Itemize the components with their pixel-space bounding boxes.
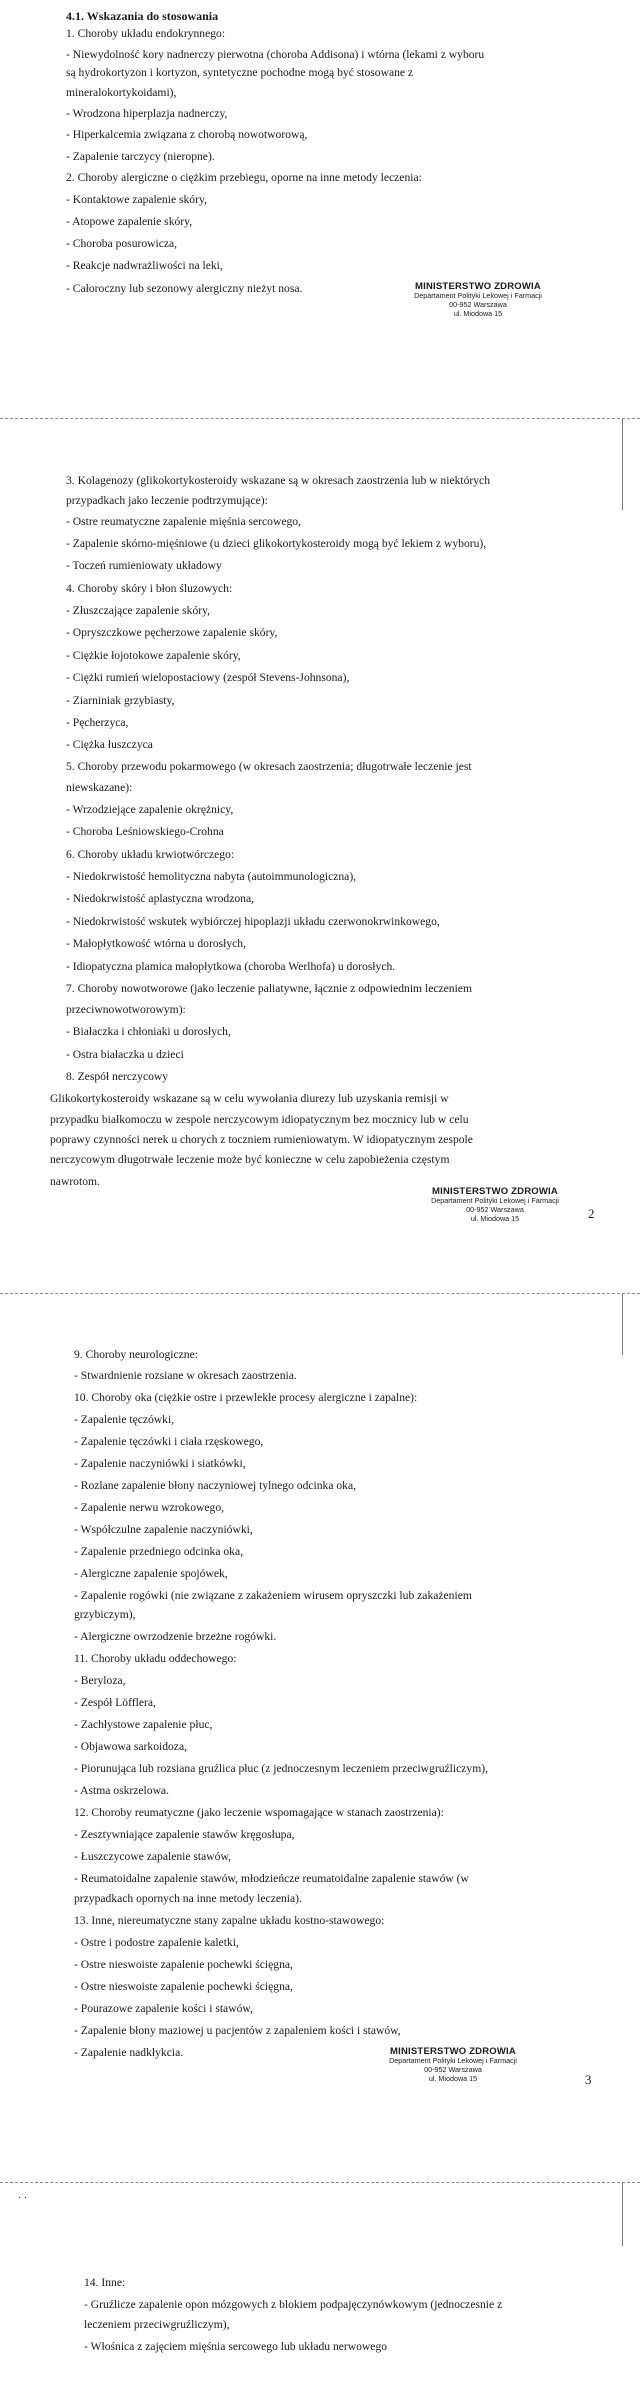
text-line: - Wrodzona hiperplazja nadnerczy, [66, 107, 228, 120]
text-line: 3. Kolagenozy (glikokortykosteroidy wskazane są w okresach zaostrzenia lub w niektórych [66, 474, 491, 487]
text-line: - Ostre reumatyczne zapalenie mięśnia sercowego, [66, 515, 301, 528]
page-separator [0, 418, 640, 419]
text-line: - Zachłystowe zapalenie płuc, [74, 1718, 213, 1731]
text-line: - Piorunująca lub rozsiana gruźlica płuc (z jednoczesnym leczeniem przeciwgruźliczym), [74, 1762, 488, 1775]
text-line: - Całoroczny lub sezonowy alergiczny nieżyt nosa. [66, 282, 303, 295]
scan-mark: · · [18, 2193, 28, 2204]
text-line: - Białaczka i chłoniaki u dorosłych, [66, 1025, 231, 1038]
text-line: poprawy czynności nerek u chorych z toczniem rumieniowatym. W idiopatycznym zespole [50, 1133, 473, 1146]
page-number: 3 [585, 2072, 592, 2087]
text-line: - Włośnica z zajęciem mięśnia sercowego lub układu nerwowego [84, 2340, 388, 2353]
page-separator [0, 1293, 640, 1294]
text-line: - Choroba Leśniowskiego-Crohna [66, 825, 224, 838]
text-line: - Ciężki rumień wielopostaciowy (zespół Stevens-Johnsona), [66, 671, 350, 684]
section-heading: 4.1. Wskazania do stosowania [66, 9, 219, 23]
text-line: - Zapalenie tęczówki, [74, 1413, 175, 1426]
text-line: - Zespół Löfflera, [74, 1696, 156, 1709]
text-line: - Idiopatyczna plamica małopłytkowa (choroba Werlhofa) u dorosłych. [66, 960, 396, 973]
text-line: 4. Choroby skóry i błon śluzowych: [66, 582, 233, 595]
text-line: nawrotom. [50, 1175, 100, 1188]
text-line: - Stwardnienie rozsiane w okresach zaostrzenia. [74, 1369, 297, 1382]
text-line: - Pourazowe zapalenie kości i stawów, [74, 2002, 253, 2015]
text-line: - Pęcherzyca, [66, 716, 129, 729]
text-line: - Alergiczne owrzodzenie brzeżne rogówki. [74, 1630, 277, 1643]
text-line: 1. Choroby układu endokrynnego: [66, 27, 226, 40]
text-line: niewskazane): [66, 781, 133, 794]
text-line: 14. Inne: [84, 2276, 126, 2289]
page-number: 2 [588, 1206, 595, 1221]
text-line: - Ostre i podostre zapalenie kaletki, [74, 1936, 239, 1949]
text-line: 13. Inne, niereumatyczne stany zapalne układu kostno-stawowego: [74, 1914, 385, 1927]
text-line: - Zapalenie tęczówki i ciała rzęskowego, [74, 1435, 264, 1448]
text-line: - Zesztywniające zapalenie stawów kręgosłupa, [74, 1828, 295, 1841]
text-line: są hydrokortyzon i kortyzon, syntetyczne pochodne mogą być stosowane z [66, 66, 414, 79]
text-line: - Choroba posurowicza, [66, 237, 178, 250]
text-line: 11. Choroby układu oddechowego: [74, 1652, 237, 1665]
page-edge [622, 1293, 623, 1355]
text-line: mineralokortykoidami), [66, 86, 177, 99]
ministry-stamp: MINISTERSTWO ZDROWIA Departament Polityki Lekowej i Farmacji 00-952 Warszawa ul. Miodowa 15 [414, 281, 542, 318]
text-line: - Zapalenie nadkłykcia. [74, 2046, 184, 2059]
text-line: - Współczulne zapalenie naczyniówki, [74, 1523, 253, 1536]
text-line: przypadku białkomoczu w zespole nerczycowym idiopatycznym bez mocznicy lub w celu [50, 1113, 469, 1126]
text-line: 9. Choroby neurologiczne: [74, 1348, 198, 1361]
text-line: - Beryloza, [74, 1674, 126, 1687]
text-line: - Ostre nieswoiste zapalenie pochewki ścięgna, [74, 1980, 293, 1993]
text-line: - Zapalenie rogówki (nie związane z zakażeniem wirusem opryszczki lub zakażeniem [74, 1589, 472, 1602]
text-line: - Niewydolność kory nadnerczy pierwotna (choroba Addisona) i wtórna (lekami z wyboru [66, 48, 485, 61]
text-line: 6. Choroby układu krwiotwórczego: [66, 848, 235, 861]
text-line: - Wrzodziejące zapalenie okrężnicy, [66, 803, 234, 816]
text-line: nerczycowym długotrwałe leczenie może być konieczne w celu zapobieżenia częstym [50, 1153, 450, 1166]
text-line: - Objawowa sarkoidoza, [74, 1740, 187, 1753]
text-line: - Złuszczające zapalenie skóry, [66, 604, 211, 617]
text-line: leczeniem przeciwgruźliczym), [84, 2318, 230, 2331]
text-line: 2. Choroby alergiczne o ciężkim przebiegu, oporne na inne metody leczenia: [66, 171, 422, 184]
text-line: - Małopłytkowość wtórna u dorosłych, [66, 937, 246, 950]
text-line: przeciwnowotworowym): [66, 1003, 186, 1016]
text-line: - Ostre nieswoiste zapalenie pochewki ścięgna, [74, 1958, 293, 1971]
text-line: - Niedokrwistość hemolityczna nabyta (autoimmunologiczna), [66, 870, 357, 883]
text-line: - Ciężka łuszczyca [66, 738, 153, 751]
text-line: - Ostra białaczka u dzieci [66, 1048, 184, 1061]
ministry-stamp: MINISTERSTWO ZDROWIA Departament Polityki Lekowej i Farmacji 00-952 Warszawa ul. Miodowa 15 [389, 2046, 517, 2083]
text-line: - Zapalenie tarczycy (nieropne). [66, 150, 215, 163]
text-line: 10. Choroby oka (ciężkie ostre i przewlekłe procesy alergiczne i zapalne): [74, 1391, 418, 1404]
text-line: 5. Choroby przewodu pokarmowego (w okresach zaostrzenia; długotrwałe leczenie jest [66, 760, 472, 773]
ministry-stamp: MINISTERSTWO ZDROWIA Departament Polityki Lekowej i Farmacji 00-952 Warszawa ul. Miodowa 15 [431, 1186, 559, 1223]
text-line: 12. Choroby reumatyczne (jako leczenie wspomagające w stanach zaostrzenia): [74, 1806, 444, 1819]
text-line: przypadkach jako leczenie podtrzymujące): [66, 494, 268, 507]
page-separator [0, 2182, 640, 2183]
text-line: - Rozlane zapalenie błony naczyniowej tylnego odcinka oka, [74, 1479, 357, 1492]
text-line: Glikokortykosteroidy wskazane są w celu wywołania diurezy lub uzyskania remisji w [50, 1092, 449, 1105]
page-edge [622, 2182, 623, 2246]
text-line: - Reumatoidalne zapalenie stawów, młodzieńcze reumatoidalne zapalenie stawów (w [74, 1872, 469, 1885]
text-line: - Łuszczycowe zapalenie stawów, [74, 1850, 231, 1863]
text-line: - Zapalenie skórno-mięśniowe (u dzieci glikokortykosteroidy mogą być lekiem z wyboru), [66, 537, 487, 550]
text-line: - Zapalenie naczyniówki i siatkówki, [74, 1457, 246, 1470]
text-line: - Atopowe zapalenie skóry, [66, 215, 193, 228]
text-line: - Kontaktowe zapalenie skóry, [66, 193, 207, 206]
text-line: - Zapalenie przedniego odcinka oka, [74, 1545, 243, 1558]
text-line: - Zapalenie nerwu wzrokowego, [74, 1501, 225, 1514]
text-line: 7. Choroby nowotworowe (jako leczenie paliatywne, łącznie z odpowiednim leczeniem [66, 982, 472, 995]
page-edge [622, 418, 623, 510]
text-line: - Toczeń rumieniowaty układowy [66, 559, 222, 572]
text-line: 8. Zespół nerczycowy [66, 1070, 169, 1083]
text-line: przypadkach opornych na inne metody leczenia). [74, 1892, 302, 1905]
text-line: - Opryszczkowe pęcherzowe zapalenie skóry, [66, 626, 278, 639]
text-line: - Reakcje nadwrażliwości na leki, [66, 259, 223, 272]
text-line: - Zapalenie błony maziowej u pacjentów z zapaleniem kości i stawów, [74, 2024, 401, 2037]
text-line: - Ziarniniak grzybiasty, [66, 694, 175, 707]
text-line: - Niedokrwistość aplastyczna wrodzona, [66, 892, 255, 905]
text-line: grzybiczym), [74, 1608, 136, 1621]
text-line: - Niedokrwistość wskutek wybiórczej hipoplazji układu czerwonokrwinkowego, [66, 915, 440, 928]
text-line: - Alergiczne zapalenie spojówek, [74, 1567, 228, 1580]
text-line: - Astma oskrzelowa. [74, 1784, 169, 1797]
text-line: - Gruźlicze zapalenie opon mózgowych z blokiem podpajęczynówkowym (jednoczesnie z [84, 2298, 503, 2311]
text-line: - Hiperkalcemia związana z chorobą nowotworową, [66, 128, 308, 141]
text-line: - Ciężkie łojotokowe zapalenie skóry, [66, 649, 241, 662]
